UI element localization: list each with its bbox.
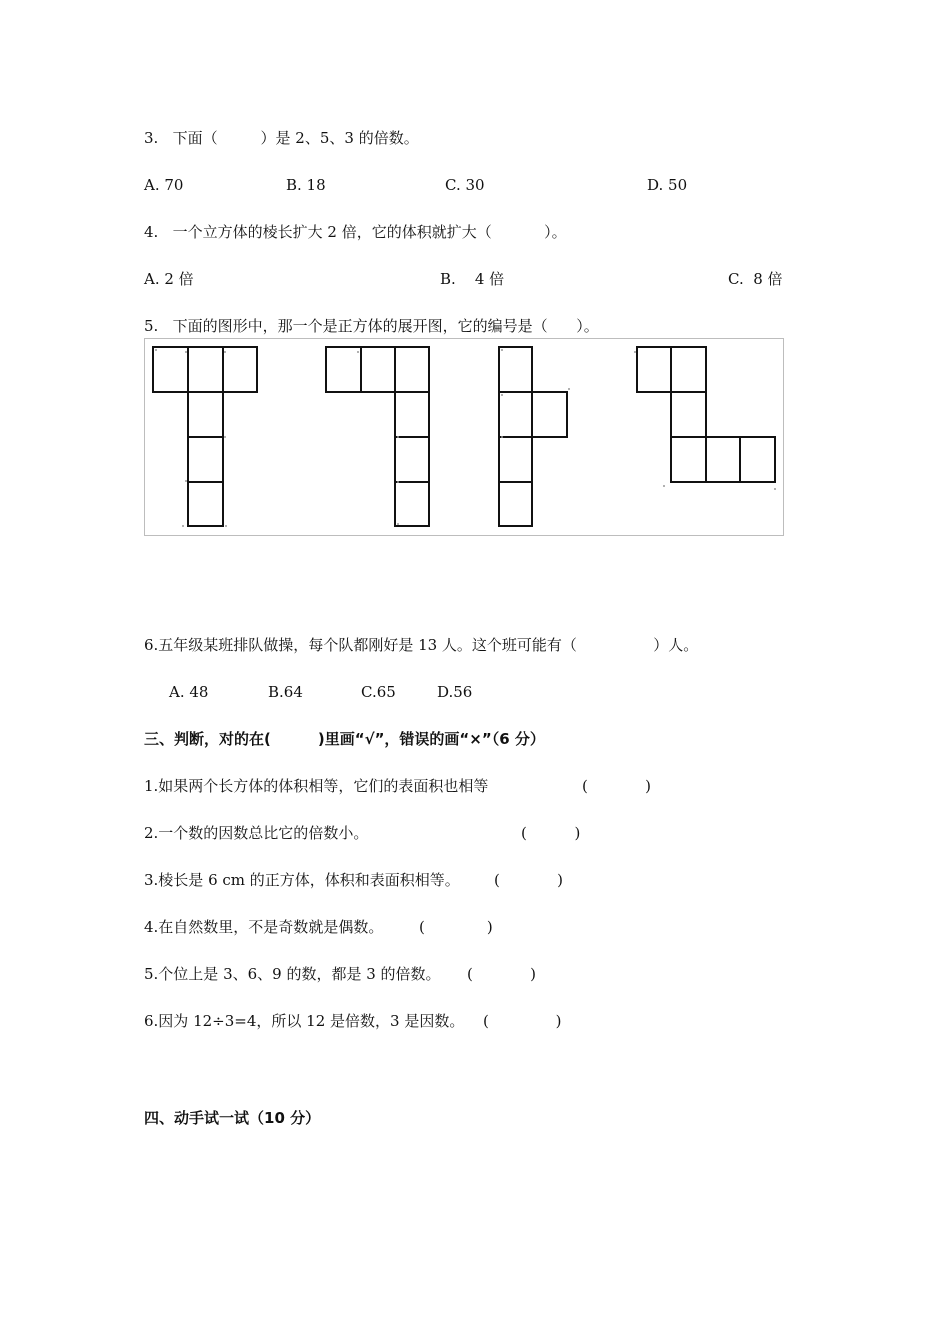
cube-net-1 (153, 347, 257, 526)
judgment-answer-6: ( ) (483, 1012, 562, 1030)
q3-option-b: B. 18 (286, 176, 326, 194)
judgment-answer-4: ( ) (419, 918, 493, 936)
judgment-answer-2: ( ) (521, 824, 581, 842)
q4-option-a: A. 2 倍 (144, 270, 194, 288)
cube-net-2 (326, 347, 429, 526)
section-3-title: 三、判断，对的在( )里画“√”，错误的画“×”（6 分） (144, 730, 545, 748)
q4-option-b: B. 4 倍 (440, 270, 505, 288)
question-5-stem: 5. 下面的图形中，那一个是正方体的展开图，它的编号是（ ）。 (144, 317, 599, 335)
q3-option-a: A. 70 (144, 176, 184, 194)
q6-option-c: C.65 (361, 683, 396, 701)
judgment-item-5: 5.个位上是 3、6、9 的数，都是 3 的倍数。 (144, 965, 441, 983)
q4-option-c: C. 8 倍 (728, 270, 783, 288)
cube-net-3 (499, 347, 567, 526)
judgment-answer-1: ( ) (582, 777, 651, 795)
judgment-answer-3: ( ) (494, 871, 563, 889)
question-6-stem: 6.五年级某班排队做操，每个队都刚好是 13 人。这个班可能有（ ）人。 (144, 636, 699, 654)
judgment-answer-5: ( ) (467, 965, 536, 983)
q3-option-d: D. 50 (647, 176, 688, 194)
question-4-stem: 4. 一个立方体的棱长扩大 2 倍，它的体积就扩大（ ）。 (144, 223, 567, 241)
q6-option-b: B.64 (268, 683, 303, 701)
section-4-title: 四、动手试一试（10 分） (144, 1109, 321, 1127)
judgment-item-3: 3.棱长是 6 cm 的正方体，体积和表面积相等。 (144, 871, 460, 889)
q6-option-d: D.56 (437, 683, 473, 701)
judgment-item-6: 6.因为 12÷3=4，所以 12 是倍数，3 是因数。 (144, 1012, 465, 1030)
q3-option-c: C. 30 (445, 176, 485, 194)
q6-option-a: A. 48 (169, 683, 209, 701)
judgment-item-4: 4.在自然数里，不是奇数就是偶数。 (144, 918, 384, 936)
question-3-stem: 3. 下面（ ）是 2、5、3 的倍数。 (144, 129, 419, 147)
cube-net-4 (637, 347, 775, 482)
judgment-item-2: 2.一个数的因数总比它的倍数小。 (144, 824, 369, 842)
judgment-item-1: 1.如果两个长方体的体积相等，它们的表面积也相等 (144, 777, 489, 795)
